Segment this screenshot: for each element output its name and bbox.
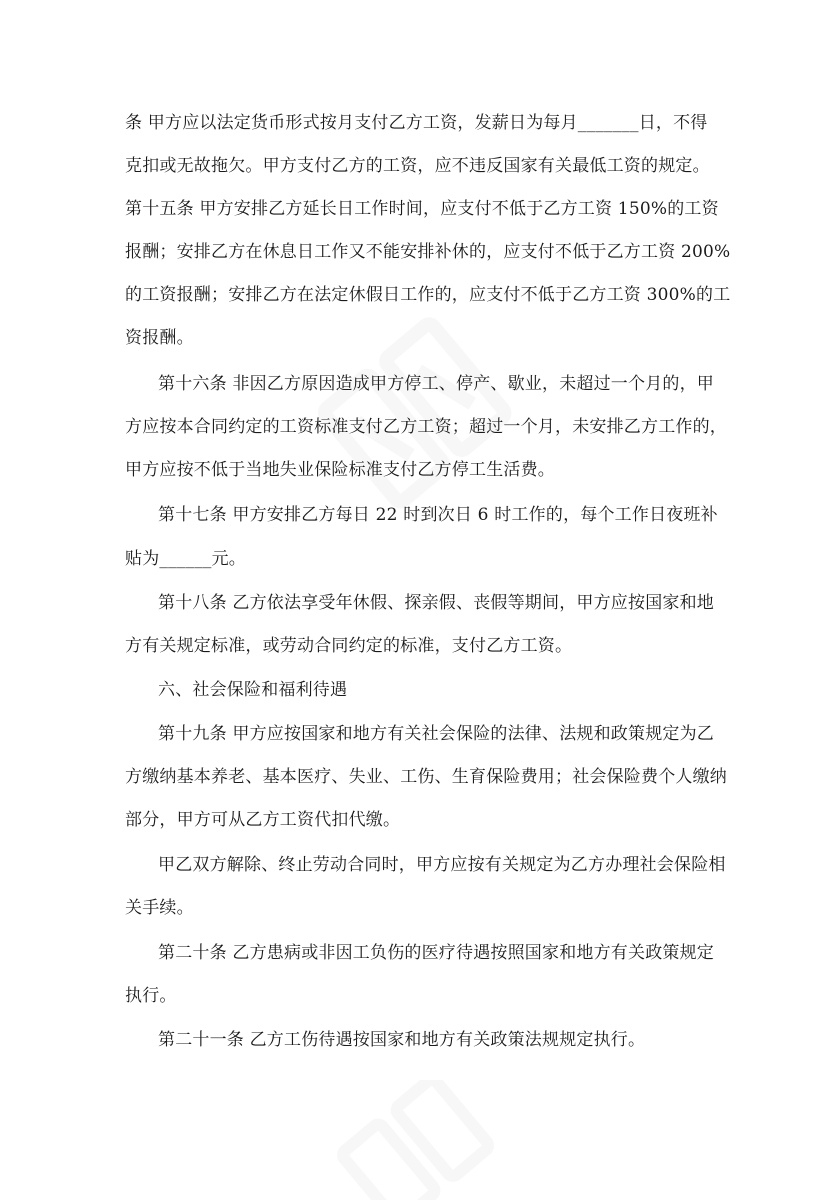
text-line: 关手续。	[125, 898, 194, 918]
text-line: 贴为______元。	[125, 549, 246, 569]
article-19: 第十九条 甲方应按国家和地方有关社会保险的法律、法规和政策规定为乙	[158, 724, 715, 744]
text-line: 报酬；安排乙方在休息日工作又不能安排补休的，应支付不低于乙方工资 200%	[125, 242, 731, 262]
text-line: 克扣或无故拖欠。甲方支付乙方的工资，应不违反国家有关最低工资的规定。	[125, 156, 710, 176]
text-line: 方有关规定标准，或劳动合同约定的标准，支付乙方工资。	[125, 636, 573, 656]
text-line: 资报酬。	[125, 328, 194, 348]
text-line: 方应按本合同约定的工资标准支付乙方工资；超过一个月，未安排乙方工作的，	[125, 417, 727, 437]
watermark-logo	[300, 270, 560, 530]
article-21: 第二十一条 乙方工伤待遇按国家和地方有关政策法规规定执行。	[158, 1030, 646, 1050]
article-17: 第十七条 甲方安排乙方每日 22 时到次日 6 时工作的，每个工作日夜班补	[158, 505, 718, 525]
text-line: 甲方应按不低于当地失业保险标准支付乙方停工生活费。	[125, 460, 555, 480]
article-18: 第十八条 乙方依法享受年休假、探亲假、丧假等期间，甲方应按国家和地	[158, 593, 715, 613]
text-line: 方缴纳基本养老、基本医疗、失业、工伤、生育保险费用；社会保险费个人缴纳	[125, 767, 727, 787]
article-15: 第十五条 甲方安排乙方延长日工作时间，应支付不低于乙方工资 150%的工资	[125, 199, 719, 219]
article-16: 第十六条 非因乙方原因造成甲方停工、停产、歇业，未超过一个月的，甲	[158, 374, 715, 394]
text-line: 部分，甲方可从乙方工资代扣代缴。	[125, 810, 401, 830]
section-heading-social-insurance: 六、社会保险和福利待遇	[158, 680, 348, 700]
text-line: 条 甲方应以法定货币形式按月支付乙方工资，发薪日为每月_______日，不得	[125, 113, 708, 133]
watermark-logo-bottom	[320, 1080, 520, 1200]
text-line: 执行。	[125, 986, 177, 1006]
paragraph-termination: 甲乙双方解除、终止劳动合同时，甲方应按有关规定为乙方办理社会保险相	[158, 855, 726, 875]
text-line: 的工资报酬；安排乙方在法定休假日工作的，应支付不低于乙方工资 300%的工	[125, 285, 731, 305]
article-20: 第二十条 乙方患病或非因工负伤的医疗待遇按照国家和地方有关政策规定	[158, 943, 715, 963]
